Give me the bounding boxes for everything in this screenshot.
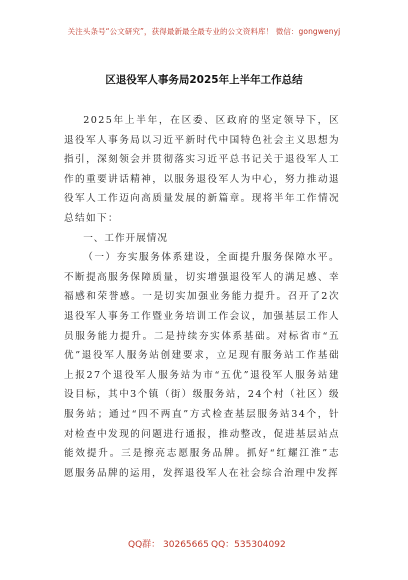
intro-paragraph: 2025年上半年，在区委、区政府的坚定领导下，区退役军人事务局以习近平新时代中国特色社会主义思想为指引，深刻领会并贯彻落实习近平总书记关于退役军人工作的重要讲话精神，以服务退役军人为中心，努力推动退役军人工作迈向高质量发展的新篇章。现将半年工作情况总结如下： (64, 115, 340, 224)
section-heading: 一、工作开展情况 (83, 232, 168, 244)
qq-contact-text: QQ：535304092 (211, 540, 286, 550)
document-title: 区退役军人事务局2025年上半年工作总结 (105, 74, 303, 86)
document-body (64, 111, 340, 483)
body-paragraph: （一）夯实服务体系建设，全面提升服务保障水平。不断提高服务保障质量，切实增强退役军人的满足感、幸福感和荣誉感。一是切实加强业务能力提升。召开了2次退役军人事务工作暨业务培训工作会议，加强基层工作人员服务能力提升。二是持续夯实体系基础。对标省市“五优”退役军人服务站创建要求，立足现有服务站工作基础上报27个退役军人服务站为市“五优”退役军人服务站建设目标，其中3个镇（街）级服务站，24个村（社区）级服务站；通过“四不两直”方式检查基层服务站34个，针对检查中发现的问题进行通报，推动整改，促进基层站点能效提升。三是擦亮志愿服务品牌。抓好“红耀江淮”志愿服务品牌的运用，发挥退役军人在社会综合治理中发挥 (64, 252, 340, 479)
qq-group-text: QQ群： 30265665 (128, 540, 209, 550)
header-notice: 关注头条号“公文研究”，获得最新最全最专业的公文资料库！ 微信：gongwenyj (67, 27, 341, 36)
